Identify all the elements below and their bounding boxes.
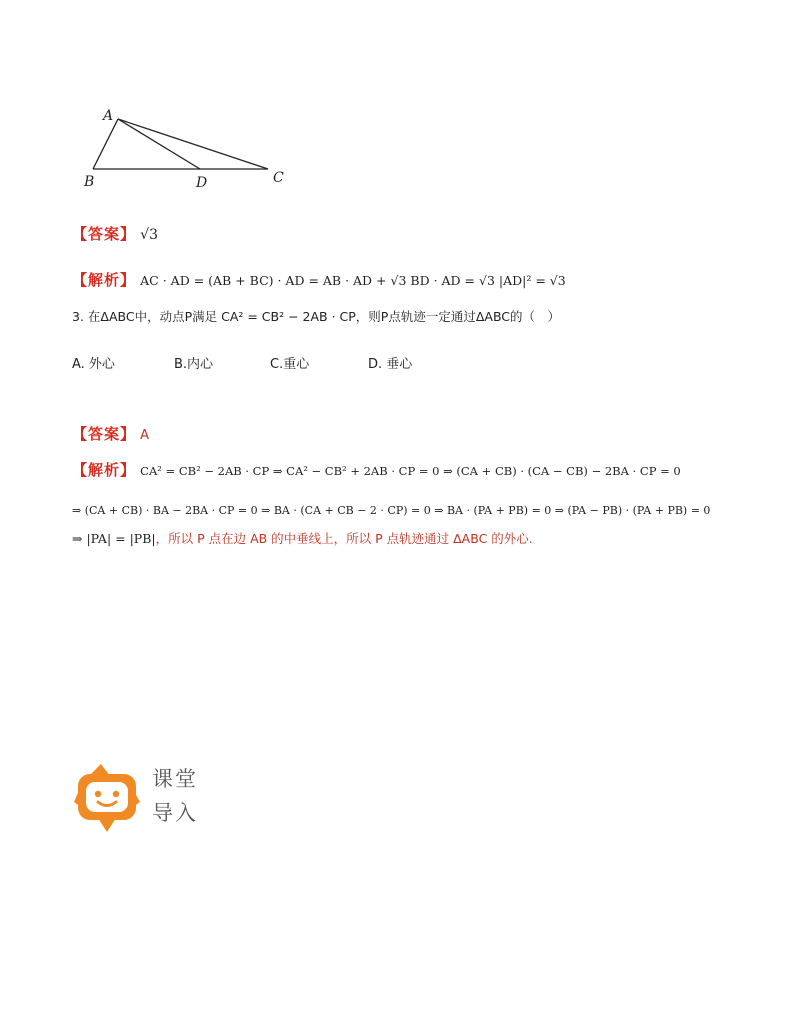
answer-value: √3 [140, 227, 158, 243]
answer-tag: 【答案】 [72, 225, 137, 243]
option-a: A. 外心 [72, 357, 115, 372]
q3-analysis-line3 [72, 529, 533, 550]
vertex-b-label: B [84, 174, 95, 190]
segment-ad [118, 119, 200, 169]
answer-value: A [140, 428, 150, 443]
analysis-formula: AC · AD = (AB + BC) · AD = AB · AD + √3 BD · AD = √3 |AD|² = √3 [140, 273, 566, 288]
answer-tag: 【答案】 [72, 425, 137, 443]
q3-question: 3. 在ΔABC中，动点P满足 CA² = CB² − 2AB · CP，则P点轨迹一定通过ΔABC的（ ） [72, 309, 561, 324]
q3-analysis-line1 [72, 460, 681, 482]
q3-analysis-line2: ⇒ (CA + CB) · BA − 2BA · CP = 0 ⇒ BA · (CA + CB − 2 · CP) = 0 ⇒ BA · (PA + PB) = 0 ⇒ (PA − PB) · (PA + PB) = 0 [72, 504, 711, 517]
option-d: D. 垂心 [368, 357, 413, 372]
logo-line-1: 课堂 [152, 767, 198, 791]
analysis-tag: 【解析】 [72, 461, 137, 479]
analysis-formula-1: CA² = CB² − 2AB · CP ⇒ CA² − CB² + 2AB · CP = 0 ⇒ (CA + CB) · (CA − CB) − 2BA · CP = 0 [140, 464, 681, 478]
vertex-a-label: A [103, 108, 114, 124]
analysis-formula-3: ⇒ |PA| = |PB| [72, 531, 156, 546]
q3-answer [72, 424, 149, 446]
analysis-tag: 【解析】 [72, 271, 137, 289]
classroom-mascot-icon [74, 762, 140, 834]
q2-analysis [72, 270, 566, 292]
side-ac [118, 119, 268, 169]
analysis-conclusion: ，所以 P 点在边 AB 的中垂线上，所以 P 点轨迹通过 ΔABC 的外心. [155, 531, 533, 546]
logo-title [152, 762, 198, 830]
option-c: C.重心 [270, 357, 310, 372]
side-ab [93, 119, 118, 169]
point-d-label: D [196, 175, 208, 191]
vertex-c-label: C [273, 170, 284, 186]
logo-line-2: 导入 [152, 801, 198, 825]
q2-answer [72, 224, 158, 246]
option-b: B.内心 [174, 357, 214, 372]
triangle-figure [80, 105, 300, 195]
